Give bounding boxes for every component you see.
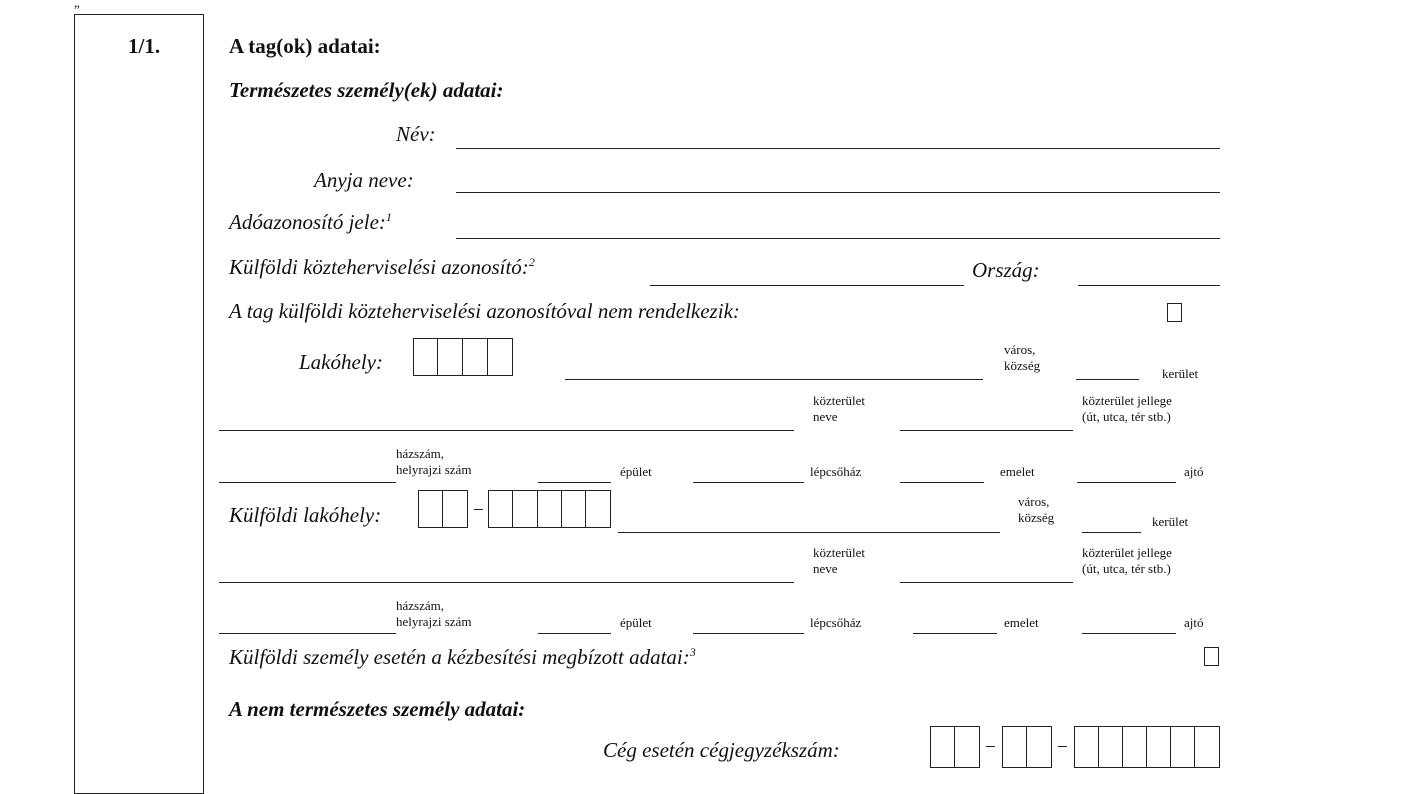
mother-name-field[interactable] xyxy=(456,192,1220,193)
residence-street-name-field[interactable] xyxy=(219,430,794,431)
tax-id-label: Adóazonosító jele:$^1$ xyxy=(229,210,392,234)
foreign-residence-floor-label: emelet xyxy=(1004,615,1039,630)
foreign-residence-building-label: épület xyxy=(620,615,652,630)
section-number-column xyxy=(74,14,204,794)
delivery-agent-label: Külföldi személy esetén a kézbesítési megbízott adatai:$^3$ xyxy=(229,645,696,669)
quote-mark: ” xyxy=(74,2,80,17)
foreign-residence-house-number-field[interactable] xyxy=(219,633,396,634)
foreign-residence-street-type-label: közterület jellege (út, utca, tér stb.) xyxy=(1082,545,1172,576)
foreign-residence-street-name-label: közterület neve xyxy=(813,545,865,576)
company-reg-dash-1 xyxy=(986,746,995,747)
no-foreign-tax-id-label: A tag külföldi közteherviselési azonosítóval nem rendelkezik: xyxy=(229,299,740,323)
company-reg-number-boxes[interactable] xyxy=(1074,726,1220,768)
foreign-tax-id-footnote: 2 xyxy=(528,255,535,269)
foreign-residence-country-code-boxes[interactable] xyxy=(418,490,468,528)
residence-street-type-field[interactable] xyxy=(900,430,1073,431)
foreign-residence-district-label: kerület xyxy=(1152,514,1189,529)
foreign-residence-door-label: ajtó xyxy=(1184,615,1204,630)
mother-name-label: Anyja neve: xyxy=(314,168,414,192)
name-label: Név: xyxy=(396,122,436,146)
legal-entity-heading: A nem természetes személy adatai: xyxy=(229,697,526,721)
foreign-residence-stairwell-field[interactable] xyxy=(693,633,804,634)
foreign-residence-street-type-field[interactable] xyxy=(900,582,1073,583)
residence-door-field[interactable] xyxy=(1077,482,1176,483)
section-number: 1/1. xyxy=(128,34,161,58)
foreign-residence-district-field[interactable] xyxy=(1082,532,1141,533)
residence-door-label: ajtó xyxy=(1184,464,1204,479)
foreign-residence-code-dash xyxy=(474,509,483,510)
residence-city-field[interactable] xyxy=(565,379,983,380)
company-reg-dash-2 xyxy=(1058,746,1067,747)
name-field[interactable] xyxy=(456,148,1220,149)
residence-postcode-boxes[interactable] xyxy=(413,338,513,376)
foreign-residence-street-name-field[interactable] xyxy=(219,582,794,583)
section-title: A tag(ok) adatai: xyxy=(229,34,381,58)
company-reg-type-boxes[interactable] xyxy=(1002,726,1052,768)
residence-building-label: épület xyxy=(620,464,652,479)
residence-district-label: kerület xyxy=(1162,366,1199,381)
residence-city-label: város, község xyxy=(1004,342,1041,373)
foreign-tax-id-label: Külföldi közteherviselési azonosító:$^2$ xyxy=(229,255,535,279)
foreign-residence-house-number-label: házszám, helyrajzi szám xyxy=(396,598,472,629)
country-field[interactable] xyxy=(1078,285,1220,286)
tax-id-footnote: 1 xyxy=(385,210,392,224)
residence-building-field[interactable] xyxy=(538,482,611,483)
tax-id-field[interactable] xyxy=(456,238,1220,239)
residence-district-field[interactable] xyxy=(1076,379,1139,380)
foreign-residence-city-label: város, község xyxy=(1018,494,1055,525)
residence-house-number-field[interactable] xyxy=(219,482,396,483)
foreign-residence-postcode-boxes[interactable] xyxy=(488,490,611,528)
foreign-residence-stairwell-label: lépcsőház xyxy=(810,615,862,630)
residence-house-number-label: házszám, helyrajzi szám xyxy=(396,446,472,477)
residence-street-type-label: közterület jellege (út, utca, tér stb.) xyxy=(1082,393,1172,424)
residence-floor-label: emelet xyxy=(1000,464,1035,479)
residence-stairwell-field[interactable] xyxy=(693,482,804,483)
foreign-tax-id-field[interactable] xyxy=(650,285,964,286)
foreign-residence-floor-field[interactable] xyxy=(913,633,997,634)
country-label: Ország: xyxy=(972,258,1040,282)
company-reg-label: Cég esetén cégjegyzékszám: xyxy=(603,738,840,762)
residence-label: Lakóhely: xyxy=(299,350,383,374)
residence-floor-field[interactable] xyxy=(900,482,984,483)
foreign-residence-building-field[interactable] xyxy=(538,633,611,634)
delivery-agent-footnote: 3 xyxy=(689,645,696,659)
natural-persons-heading: Természetes személy(ek) adatai: xyxy=(229,78,504,102)
residence-street-name-label: közterület neve xyxy=(813,393,865,424)
company-reg-court-boxes[interactable] xyxy=(930,726,980,768)
no-foreign-tax-id-checkbox[interactable] xyxy=(1167,303,1182,322)
foreign-residence-door-field[interactable] xyxy=(1082,633,1176,634)
foreign-residence-city-field[interactable] xyxy=(618,532,1000,533)
residence-stairwell-label: lépcsőház xyxy=(810,464,862,479)
foreign-residence-label: Külföldi lakóhely: xyxy=(229,503,382,527)
delivery-agent-checkbox[interactable] xyxy=(1204,647,1219,666)
